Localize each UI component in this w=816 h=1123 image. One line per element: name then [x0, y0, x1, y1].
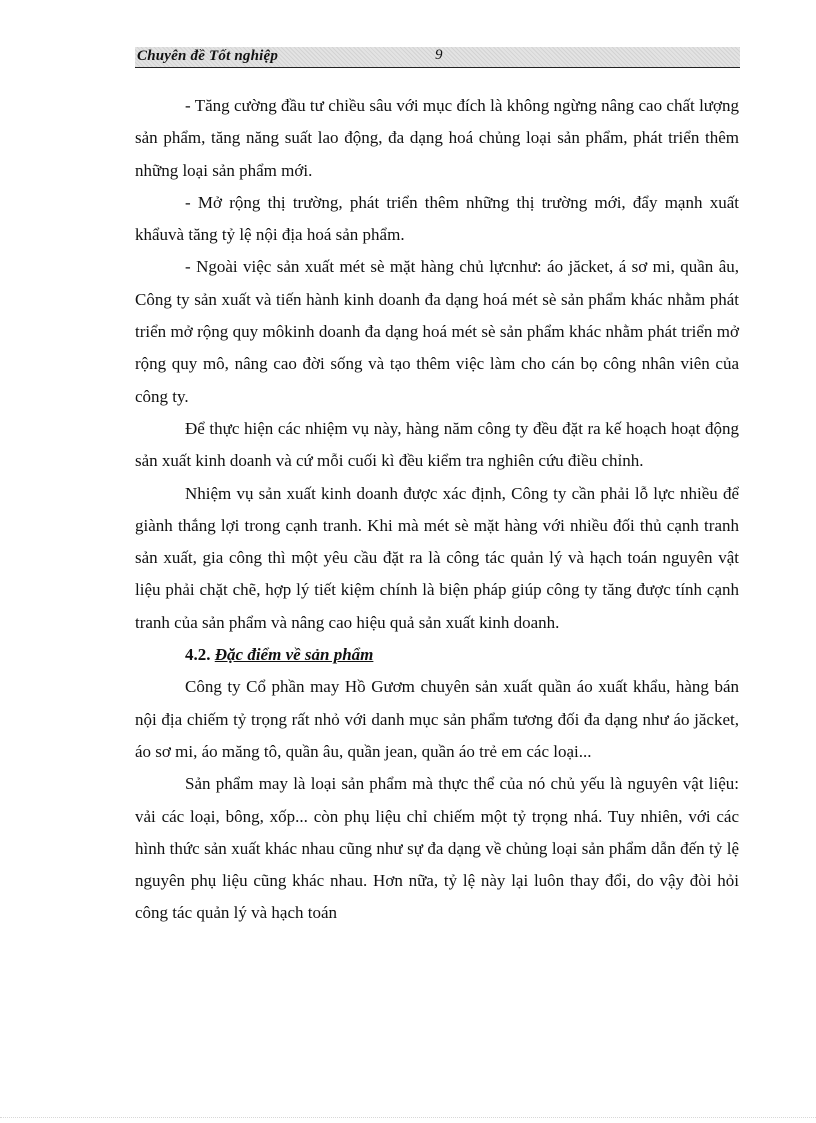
- document-body: [135, 90, 739, 930]
- page-bottom-rule: [0, 1117, 816, 1118]
- section-title: Đặc điểm về sản phẩm: [214, 645, 374, 665]
- paragraph: Nhiệm vụ sản xuất kinh doanh được xác định, Công ty cần phải lỗ lực nhiều để giành thắng lợi trong cạnh tranh. Khi mà mét sè mặt hàng với nhiều đối thủ cạnh tranh sản xuất, gia công thì một yêu cầu đặt ra là công tác quản lý và hạch toán nguyên vật liệu phải chặt chẽ, hợp lý tiết kiệm chính là biện pháp giúp công ty tăng được tính cạnh tranh của sản phẩm và nâng cao hiệu quả sản xuất kinh doanh.: [135, 483, 739, 632]
- paragraph: Để thực hiện các nhiệm vụ này, hàng năm công ty đều đặt ra kế hoạch hoạt động sản xuất kinh doanh và cứ mỗi cuối kì đều kiểm tra nghiên cứu điều chỉnh.: [135, 418, 739, 471]
- paragraph: - Ngoài việc sản xuất mét sè mặt hàng chủ lựcnhư: áo jăcket, á sơ mi, quần âu, Công ty sản xuất và tiến hành kinh doanh đa dạng hoá mét sè sản phẩm khác nhằm phát triển mở rộng quy môkinh doanh đa dạng hoá mét sè sản phẩm khác nhằm phát triển mở rộng quy mô, nâng cao đời sống và tạo thêm việc làm cho cán bọ công nhân viên của công ty.: [135, 257, 739, 406]
- header-title: Chuyên đề Tốt nghiệp: [137, 48, 279, 64]
- paragraph: - Mở rộng thị trường, phát triển thêm những thị trường mới, đẩy mạnh xuất khẩuvà tăng tỷ lệ nội địa hoá sản phẩm.: [135, 192, 739, 245]
- section-number: 4.2.: [185, 645, 211, 665]
- paragraph: - Tăng cường đầu tư chiều sâu với mục đích là không ngừng nâng cao chất lượng sản phẩm, tăng năng suất lao động, đa dạng hoá chủng loại sản phẩm, phát triển thêm những loại sản phẩm mới.: [135, 96, 739, 180]
- paragraph: Công ty Cổ phần may Hồ Gươm chuyên sản xuất quần áo xuất khẩu, hàng bán nội địa chiếm tỷ trọng rất nhỏ với danh mục sản phẩm tương đối đa dạng như áo jăcket, áo sơ mi, áo măng tô, quần âu, quần jean, quần áo trẻ em các loại...: [135, 677, 739, 761]
- page-header: [135, 47, 740, 68]
- paragraph: Sản phẩm may là loại sản phẩm mà thực thể của nó chủ yếu là nguyên vật liệu: vải các loại, bông, xốp... còn phụ liệu chỉ chiếm một tỷ trọng nhá. Tuy nhiên, với các hình thức sản xuất khác nhau cũng như sự đa dạng về chủng loại sản phẩm dẫn đến tỷ lệ nguyên phụ liệu cũng khác nhau. Hơn nữa, tỷ lệ này lại luôn thay đổi, do vậy đòi hỏi công tác quản lý và hạch toán: [135, 774, 739, 923]
- page-number: 9: [435, 47, 443, 63]
- section-heading: [135, 639, 739, 671]
